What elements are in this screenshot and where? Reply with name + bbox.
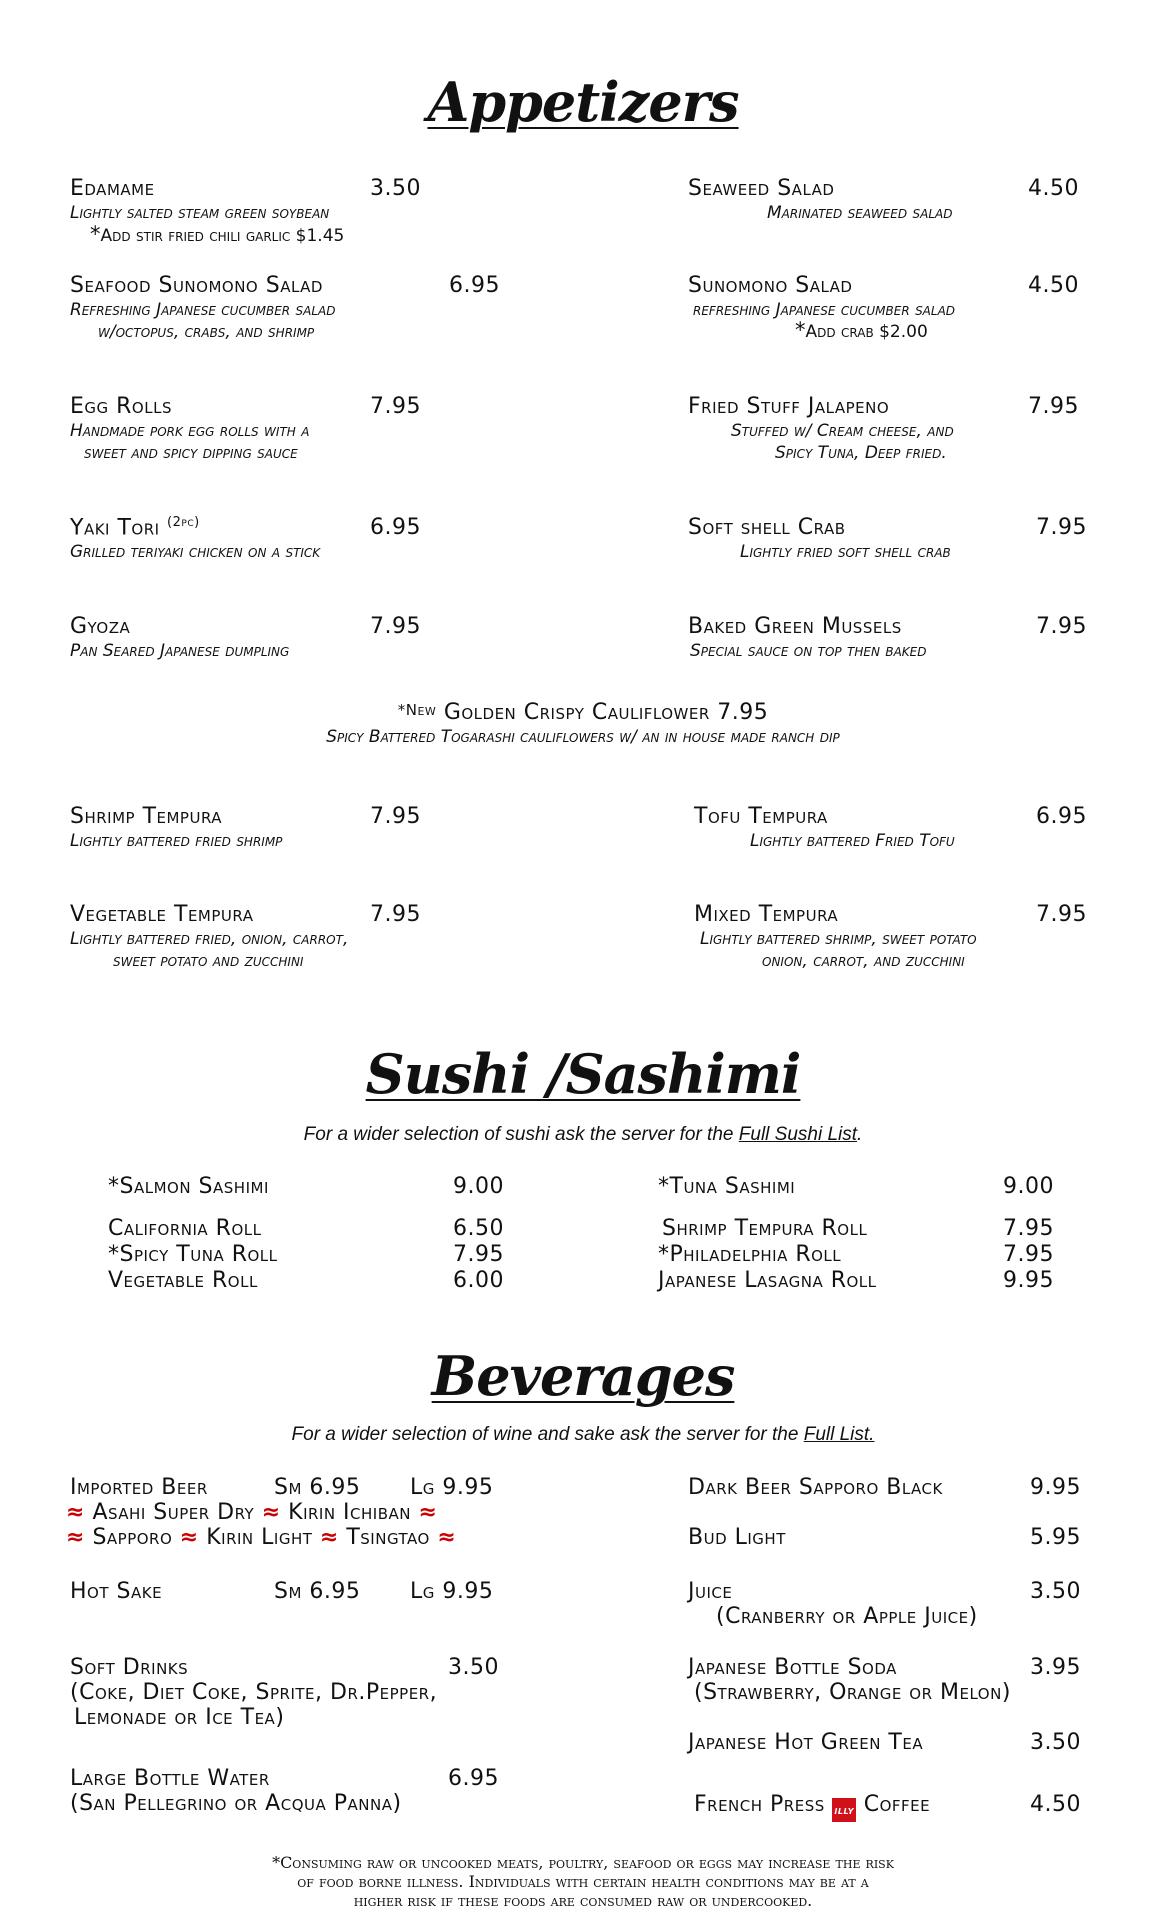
seaweed-price: 4.50 xyxy=(1028,176,1079,201)
soft-shell-name: Soft shell Crab xyxy=(688,515,846,540)
sunomono-price: 4.50 xyxy=(1028,273,1079,298)
sushi-right-2-name: *Philadelphia Roll xyxy=(658,1242,842,1267)
mixed-tempura-desc1: Lightly battered shrimp, sweet potato xyxy=(700,929,977,949)
sushi-left-1-name: California Roll xyxy=(108,1216,262,1241)
mixed-tempura-desc2: onion, carrot, and zucchini xyxy=(762,951,965,971)
tofu-tempura-name: Tofu Tempura xyxy=(694,804,828,829)
sushi-left-0-price: 9.00 xyxy=(453,1174,504,1199)
yaki-tori-desc: Grilled teriyaki chicken on a stick xyxy=(70,542,321,562)
footer-line1: *Consuming raw or uncooked meats, poultry, seafood or eggs may increase the risk xyxy=(272,1853,894,1872)
sushi-right-2-price: 7.95 xyxy=(1003,1242,1054,1267)
jalapeno-desc1: Stuffed w/ Cream cheese, and xyxy=(731,421,954,441)
edamame-price: 3.50 xyxy=(370,176,421,201)
juice-name: Juice xyxy=(688,1579,733,1604)
sushi-left-2-name: *Spicy Tuna Roll xyxy=(108,1242,278,1267)
mussels-desc: Special sauce on top then baked xyxy=(690,641,927,661)
green-tea-price: 3.50 xyxy=(1030,1730,1081,1755)
sushi-left-2-price: 7.95 xyxy=(453,1242,504,1267)
veg-tempura-desc1: Lightly battered fried, onion, carrot, xyxy=(70,929,349,949)
sushi-right-1-name: Shrimp Tempura Roll xyxy=(662,1216,868,1241)
bud-light-name: Bud Light xyxy=(688,1525,786,1550)
full-list-link[interactable]: Full List. xyxy=(803,1424,875,1445)
seafood-sunomono-desc1: Refreshing Japanese cucumber salad xyxy=(70,300,336,320)
sushi-right-3-price: 9.95 xyxy=(1003,1268,1054,1293)
sushi-title: Sushi /Sashimi xyxy=(365,1042,801,1106)
juice-desc: (Cranberry or Apple Juice) xyxy=(716,1604,978,1629)
tofu-tempura-price: 6.95 xyxy=(1036,804,1087,829)
coffee-name: French Press illy Coffee xyxy=(694,1792,930,1822)
appetizers-title: Appetizers xyxy=(427,70,739,134)
soft-shell-price: 7.95 xyxy=(1036,515,1087,540)
water-price: 6.95 xyxy=(448,1766,499,1791)
sunomono-name: Sunomono Salad xyxy=(688,273,853,298)
gyoza-price: 7.95 xyxy=(370,614,421,639)
bud-light-price: 5.95 xyxy=(1030,1525,1081,1550)
hot-sake-lg: Lg 9.95 xyxy=(410,1579,494,1604)
sunomono-desc: refreshing Japanese cucumber salad xyxy=(693,300,956,320)
footer-line2: of food borne illness. Individuals with certain health conditions may be at a xyxy=(297,1872,869,1891)
full-sushi-list-link[interactable]: Full Sushi List xyxy=(738,1124,858,1145)
soft-drinks-price: 3.50 xyxy=(448,1655,499,1680)
veg-tempura-price: 7.95 xyxy=(370,902,421,927)
beverages-subtitle: For a wider selection of wine and sake ask the server for the Full List. xyxy=(291,1424,875,1445)
mixed-tempura-price: 7.95 xyxy=(1036,902,1087,927)
water-name: Large Bottle Water xyxy=(70,1766,270,1791)
health-warning xyxy=(0,1853,1166,1910)
mussels-price: 7.95 xyxy=(1036,614,1087,639)
edamame-desc: Lightly salted steam green soybean xyxy=(70,203,330,223)
seaweed-desc: Marinated seaweed salad xyxy=(767,203,953,223)
water-desc: (San Pellegrino or Acqua Panna) xyxy=(70,1791,402,1816)
dark-beer-price: 9.95 xyxy=(1030,1475,1081,1500)
sushi-left-0-name: *Salmon Sashimi xyxy=(108,1174,269,1199)
imported-beer-lg: Lg 9.95 xyxy=(410,1475,494,1500)
yaki-tori-name: Yaki Tori $^{(2pc)}$ xyxy=(70,515,200,541)
soda-desc: (Strawberry, Orange or Melon) xyxy=(694,1680,1011,1705)
sushi-right-0-price: 9.00 xyxy=(1003,1174,1054,1199)
shrimp-tempura-price: 7.95 xyxy=(370,804,421,829)
egg-rolls-name: Egg Rolls xyxy=(70,394,172,419)
yaki-tori-price: 6.95 xyxy=(370,515,421,540)
cauliflower-title: *New Golden Crispy Cauliflower 7.95 xyxy=(397,700,769,725)
sushi-left-3-price: 6.00 xyxy=(453,1268,504,1293)
mussels-name: Baked Green Mussels xyxy=(688,614,902,639)
seafood-sunomono-name: Seafood Sunomono Salad xyxy=(70,273,323,298)
coffee-price: 4.50 xyxy=(1030,1792,1081,1817)
tofu-tempura-desc: Lightly battered Fried Tofu xyxy=(750,831,955,851)
soda-price: 3.95 xyxy=(1030,1655,1081,1680)
footer-line3: higher risk if these foods are consumed raw or undercooked. xyxy=(353,1891,813,1910)
beer-list-line2: ≈ Sapporo ≈ Kirin Light ≈ Tsingtao ≈ xyxy=(66,1525,457,1550)
beer-list-line1: ≈ Asahi Super Dry ≈ Kirin Ichiban ≈ xyxy=(66,1500,438,1525)
sushi-right-0-name: *Tuna Sashimi xyxy=(658,1174,796,1199)
soft-drinks-desc1: (Coke, Diet Coke, Sprite, Dr.Pepper, xyxy=(70,1680,438,1705)
egg-rolls-price: 7.95 xyxy=(370,394,421,419)
hot-sake-name: Hot Sake xyxy=(70,1579,163,1604)
egg-rolls-desc1: Handmade pork egg rolls with a xyxy=(70,421,310,441)
sunomono-note: *Add crab $2.00 xyxy=(795,318,928,342)
soft-drinks-name: Soft Drinks xyxy=(70,1655,189,1680)
hot-sake-sm: Sm 6.95 xyxy=(274,1579,361,1604)
jalapeno-desc2: Spicy Tuna, Deep fried. xyxy=(775,443,947,463)
mixed-tempura-name: Mixed Tempura xyxy=(694,902,839,927)
edamame-name: Edamame xyxy=(70,176,155,201)
sushi-right-1-price: 7.95 xyxy=(1003,1216,1054,1241)
beverages-title: Beverages xyxy=(431,1344,735,1408)
sushi-left-1-price: 6.50 xyxy=(453,1216,504,1241)
veg-tempura-name: Vegetable Tempura xyxy=(70,902,254,927)
edamame-note: *Add stir fried chili garlic $1.45 xyxy=(90,222,345,246)
gyoza-desc: Pan Seared Japanese dumpling xyxy=(70,641,290,661)
shrimp-tempura-name: Shrimp Tempura xyxy=(70,804,223,829)
soda-name: Japanese Bottle Soda xyxy=(688,1655,897,1680)
sushi-subtitle: For a wider selection of sushi ask the server for the Full Sushi List. xyxy=(303,1124,863,1145)
soft-drinks-desc2: Lemonade or Ice Tea) xyxy=(74,1705,285,1730)
sushi-left-3-name: Vegetable Roll xyxy=(108,1268,258,1293)
seafood-sunomono-price: 6.95 xyxy=(449,273,500,298)
cauliflower-desc: Spicy Battered Togarashi cauliflowers w/ an in house made ranch dip xyxy=(326,727,840,747)
shrimp-tempura-desc: Lightly battered fried shrimp xyxy=(70,831,283,851)
gyoza-name: Gyoza xyxy=(70,614,131,639)
dark-beer-name: Dark Beer Sapporo Black xyxy=(688,1475,943,1500)
veg-tempura-desc2: sweet potato and zucchini xyxy=(113,951,304,971)
egg-rolls-desc2: sweet and spicy dipping sauce xyxy=(84,443,298,463)
juice-price: 3.50 xyxy=(1030,1579,1081,1604)
illy-logo-icon: illy xyxy=(832,1798,856,1822)
jalapeno-name: Fried Stuff Jalapeno xyxy=(688,394,890,419)
soft-shell-desc: Lightly fried soft shell crab xyxy=(740,542,951,562)
sushi-right-3-name: Japanese Lasagna Roll xyxy=(658,1268,877,1293)
imported-beer-name: Imported Beer xyxy=(70,1475,208,1500)
seaweed-name: Seaweed Salad xyxy=(688,176,835,201)
green-tea-name: Japanese Hot Green Tea xyxy=(688,1730,924,1755)
jalapeno-price: 7.95 xyxy=(1028,394,1079,419)
seafood-sunomono-desc2: w/octopus, crabs, and shrimp xyxy=(98,322,315,342)
imported-beer-sm: Sm 6.95 xyxy=(274,1475,361,1500)
